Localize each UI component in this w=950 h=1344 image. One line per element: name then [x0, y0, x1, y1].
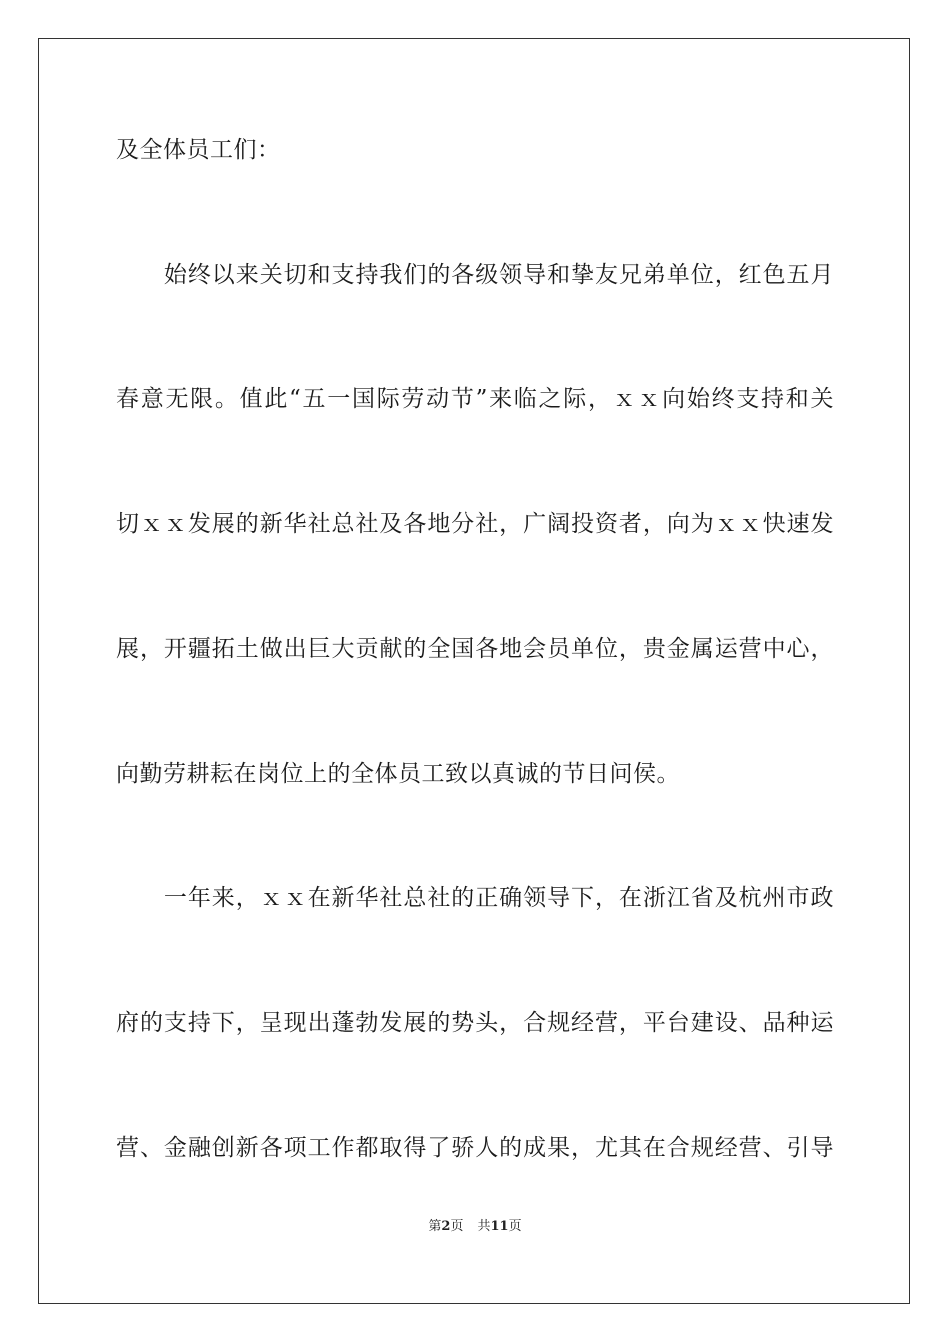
- page-prefix: 第: [428, 1219, 442, 1234]
- page-border: [38, 38, 910, 1304]
- text-line-7: 一年来，ｘｘ在新华社总社的正确领导下，在浙江省及杭州市政: [116, 885, 834, 911]
- text-line-6: 向勤劳耕耘在岗位上的全体员工致以真诚的节日问侯。: [116, 761, 680, 787]
- total-pages: 11: [490, 1219, 509, 1234]
- total-prefix: 共: [477, 1219, 491, 1234]
- total-suffix: 页: [508, 1219, 522, 1234]
- page-number: 2: [441, 1219, 451, 1234]
- text-line-5: 展，开疆拓土做出巨大贡献的全国各地会员单位，贵金属运营中心，: [116, 636, 834, 662]
- text-line-9: 营、金融创新各项工作都取得了骄人的成果，尤其在合规经营、引导: [116, 1135, 834, 1161]
- page-footer: [0, 1218, 950, 1236]
- text-line-1: 及全体员工们：: [116, 137, 281, 163]
- text-line-8: 府的支持下，呈现出蓬勃发展的势头，合规经营，平台建设、品种运: [116, 1010, 834, 1036]
- text-line-4: 切ｘｘ发展的新华社总社及各地分社，广阔投资者，向为ｘｘ快速发: [116, 511, 834, 537]
- text-line-2: 始终以来关切和支持我们的各级领导和挚友兄弟单位，红色五月: [116, 262, 834, 288]
- page-suffix: 页: [450, 1219, 464, 1234]
- text-line-3: 春意无限。值此“五一国际劳动节”来临之际，ｘｘ向始终支持和关: [116, 386, 834, 412]
